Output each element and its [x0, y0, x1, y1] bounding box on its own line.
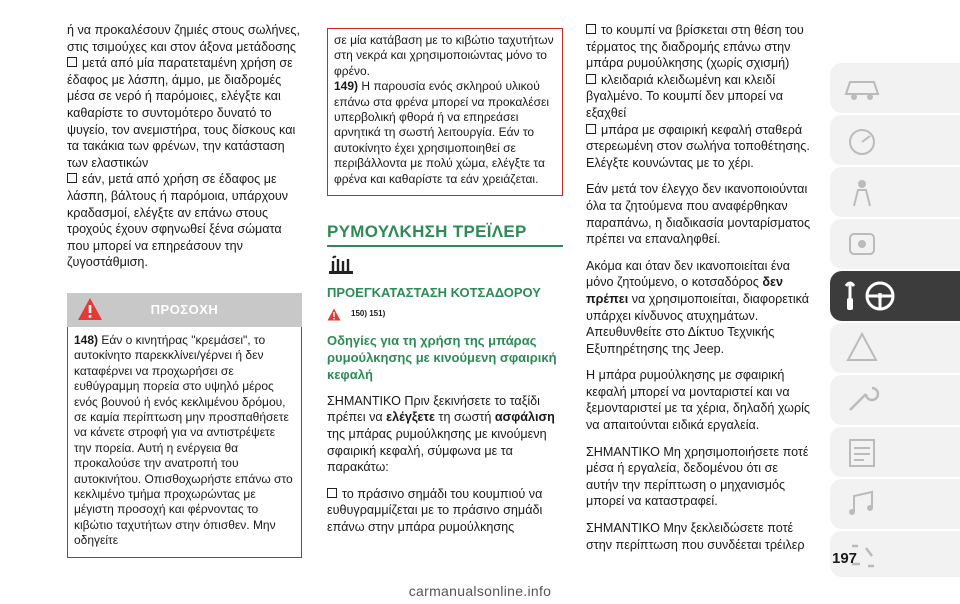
multimedia-icon [840, 484, 884, 524]
paragraph: Η μπάρα ρυμούλκησης με σφαιρική κεφαλή μπορεί να μονταριστεί και να ξεμονταριστεί με τα χέρια, δηλαδή χωρίς να απαιτούνται ειδικά εργαλεία. [586, 368, 810, 433]
column-1 [67, 22, 302, 558]
instructions-heading: Οδηγίες για τη χρήση της μπάρας ρυμούλκησης με κινούμενη σφαιρική κεφαλή [327, 332, 557, 382]
paragraph-intro: ή να προκαλέσουν ζημιές στους σωλήνες, στις τσιμούχες και στον άξονα μετάδοσης [67, 23, 300, 54]
car-key-icon [840, 224, 884, 264]
towbar-hook-icon [327, 255, 355, 277]
column-2 [327, 28, 563, 536]
paragraph: ΣΗΜΑΝΤΙΚΟ Μη χρησιμοποιήσετε ποτέ μέσα ή εργαλεία, δεδομένου ότι σε αυτήν την περίπτωση ο μηχανισμός μπορεί να καταστραφεί. [586, 444, 809, 509]
column-3 [586, 22, 811, 553]
warning-title: ΠΡΟΣΟΧΗ [150, 301, 219, 317]
warning-number: 148) [74, 332, 99, 347]
page-number: 197 [832, 550, 858, 567]
bullet-item: το κουμπί να βρίσκεται στη θέση του τέρματος της διαδρομής επάνω στην μπάρα ρυμούλκησης (χωρίς σχισμή) [586, 22, 811, 72]
tab-specs[interactable] [830, 427, 960, 477]
warning-box-continued [327, 28, 563, 196]
paragraph: ΣΗΜΑΝΤΙΚΟ Μην ξεκλειδώσετε ποτέ στην περίπτωση που συνδέεται τρέιλερ [586, 521, 805, 552]
tab-driving-active[interactable] [830, 271, 960, 321]
tab-warning-car[interactable] [830, 323, 960, 373]
bullet-item: μετά από μία παρατεταμένη χρήση σε έδαφος με λάσπη, άμμο, με διαδρομές μέσα σε νερό ή παρόμοιες, ελέγξτε και καθαρίστε το συντομότερο δυνατό το ψυγείο, τον ανεμιστήρα, τους δίσκους και τα τακάκια των φρένων, την κατάσταση των ελαστικών [67, 55, 302, 171]
warning-text: Εάν ο κινητήρας "κρεμάσει", το αυτοκίνητο παρεκκλίνει/γέρνει ή δεν καταφέρνει να προχωρήσει σε ευθύγραμμη πορεία στο υψηλό μέρος ενός βουνού ή ενός κεκλιμένου δρόμου, σε καμία περίπτωση μην προσπαθήσετε να κάνετε στροφή για να αντιστρέψετε την πορεία. Αυτή η ενέργεια θα προκαλούσε την ανατροπή του αυτοκινήτου. Οπισθοχωρήστε επάνω στο κεκλιμένο τμήμα προχωρώντας με μέγιστη προσοχή και φέρνοντας το κιβώτιο ταχυτήτων στην όπισθεν. Μην οδηγείτε [74, 332, 293, 548]
tab-dashboard[interactable] [830, 115, 960, 165]
warning-text: Η παρουσία ενός σκληρού υλικού επάνω στα φρένα μπορεί να προκαλέσει υπερβολική φθορά ή να επηρεάσει αρνητικά τη σωστή λειτουργία. Εάν το αυτοκίνητο έχει χρησιμοποιηθεί σε περιβάλλοντα με πολύ χώμα, ελέγξτε τα φρένα και καθαρίστε τα εάν χρειάζεται. [334, 79, 550, 186]
towbar-icon [327, 255, 563, 282]
paragraph: Εάν μετά τον έλεγχο δεν ικανοποιούνται όλα τα ζητούμενα που αναφέρθηκαν παραπάνω, η διαδικασία μονταρίσματος πρέπει να επαναληφθεί. [586, 182, 811, 247]
warning-references: 150) 151) [351, 308, 386, 318]
wrench-driving-icon [840, 276, 900, 316]
paragraph-important: ΣΗΜΑΝΤΙΚΟ Πριν ξεκινήσετε το ταξίδι πρέπει να ελέγξετε τη σωστή ασφάλιση της μπάρας ρυμούλκησης με κινούμενη σφαιρική κεφαλή, σύμφωνα με τα παρακάτω: [327, 393, 555, 475]
service-icon [840, 380, 884, 420]
paragraph: Ακόμα και όταν δεν ικανοποιείται ένα μόνο ζητούμενο, ο κοτσαδόρος δεν πρέπει να χρησιμοποιείται, διαφορετικά υπάρχει κίνδυνος ατυχημάτων. Απευθυνθείτε στο Δίκτυο Τεχνικής Εξυπηρέτησης της Jeep. [586, 258, 810, 356]
warning-box [67, 327, 302, 558]
warning-header [67, 293, 302, 327]
tab-car-info[interactable] [830, 63, 960, 113]
warning-number: 149) [334, 79, 359, 94]
tab-car-key[interactable] [830, 219, 960, 269]
bullet-item: κλειδαριά κλειδωμένη και κλειδί βγαλμένο. Το κουμπί δεν μπορεί να εξαχθεί [586, 72, 811, 122]
car-info-icon [840, 68, 884, 108]
warning-car-icon [840, 328, 884, 368]
references-row [327, 308, 563, 326]
specs-icon [840, 432, 884, 472]
tab-safety[interactable] [830, 167, 960, 217]
tab-multimedia[interactable] [830, 479, 960, 529]
tab-service[interactable] [830, 375, 960, 425]
bullet-item: μπάρα με σφαιρική κεφαλή σταθερά στερεωμένη στον σωλήνα τοποθέτησης. Ελέγξτε κουνώντας με το χέρι. [586, 122, 810, 170]
bullet-item: εάν, μετά από χρήση σε έδαφος με λάσπη, βάλτους ή παρόμοια, υπάρχουν κραδασμοί, ελέγξτε αν επάνω στους τροχούς έχουν σφηνωθεί ξένα σώματα που μπορεί να επηρεάσουν την ζυγοστάθμιση. [67, 171, 302, 271]
warning-continued-text: σε μία κατάβαση με το κιβώτιο ταχυτήτων στη νεκρά και χρησιμοποιώντας μόνο το φρένο. [334, 33, 554, 78]
safety-icon [840, 172, 884, 212]
dashboard-icon [840, 120, 884, 160]
section-title: ΡΥΜΟΥΛΚΗΣΗ ΤΡΕΪΛΕΡ [327, 224, 563, 247]
warning-small-icon [327, 308, 341, 321]
footer-watermark: carmanualsonline.info [408, 583, 552, 599]
subsection-title: ΠΡΟΕΓΚΑΤΑΣΤΑΣΗ ΚΟΤΣΑΔΟΡΟΥ [327, 285, 541, 301]
bullet-item: το πράσινο σημάδι του κουμπιού να ευθυγραμμίζεται με το πράσινο σημάδι επάνω στην μπάρα ρυμούλκησης [327, 486, 563, 536]
